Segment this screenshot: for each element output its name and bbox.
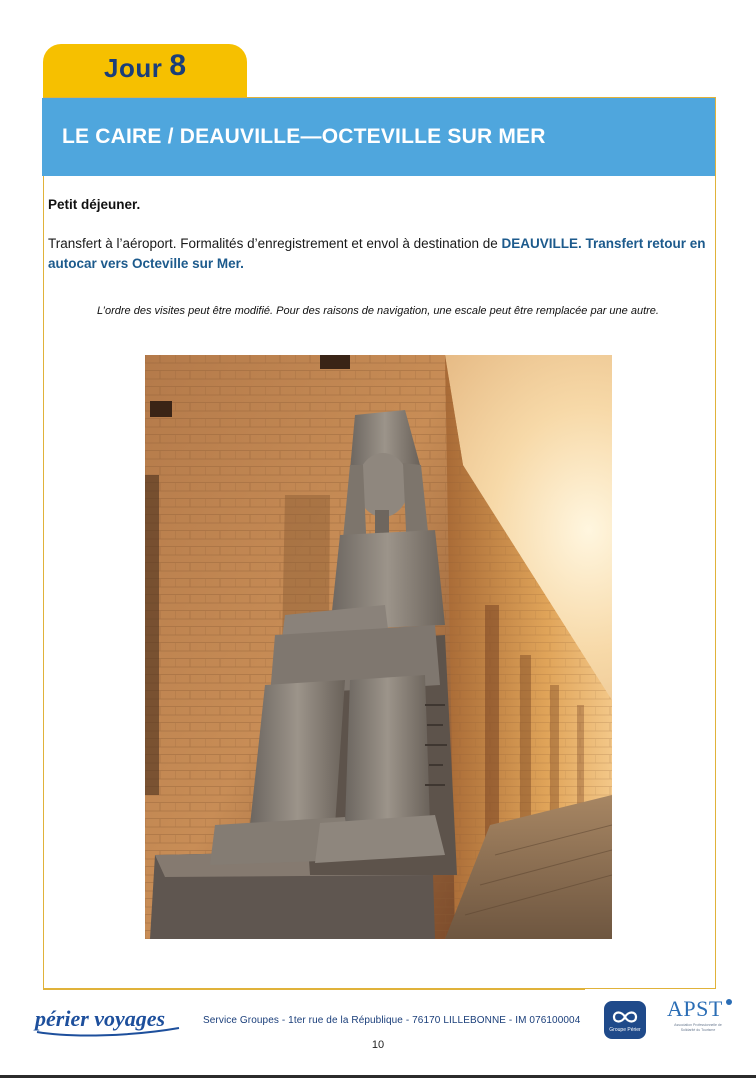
transfer-text: Transfert à l’aéroport. Formalités d’enregistrement et envol à destination de (48, 236, 502, 251)
transfer-paragraph (48, 234, 716, 274)
day-tab (43, 44, 247, 100)
day-number: 8 (169, 49, 187, 82)
groupe-perier-badge (604, 1001, 646, 1039)
group-badge-caption: Groupe Périer (609, 1026, 641, 1033)
apst-logo (667, 996, 737, 1040)
destination-name: DEAUVILLE (501, 236, 578, 251)
breakfast-line: Petit déjeuner. (48, 197, 141, 212)
apst-logo-text: APST (667, 996, 723, 1021)
transfer-separator: . (578, 236, 586, 251)
perier-logo-text: périer voyages (35, 1006, 166, 1031)
page-title: LE CAIRE / DEAUVILLE—OCTEVILLE SUR MER (62, 125, 546, 148)
perier-voyages-logo (33, 998, 183, 1040)
infinity-icon (610, 1008, 640, 1026)
photo-illustration (145, 355, 612, 939)
ramses-statue-photo (145, 355, 612, 939)
apst-caption: Association Professionnelle de Solidarité du Tourisme (674, 1023, 722, 1032)
itinerary-notice: L’ordre des visites peut être modifié. Pour des raisons de navigation, une escale peut être remplacée par une autre. (97, 305, 659, 317)
title-bar (42, 98, 715, 176)
footer-address: Service Groupes - 1ter rue de la République - 76170 LILLEBONNE - IM 076100004 (203, 1015, 581, 1026)
return-transfer-text: Transfert retour en autocar vers Octeville sur Mer. (48, 236, 706, 271)
apst-dot-icon (725, 998, 733, 1006)
footer-rule (43, 989, 585, 990)
day-label: Jour (103, 53, 163, 83)
page-number: 10 (371, 1039, 385, 1051)
